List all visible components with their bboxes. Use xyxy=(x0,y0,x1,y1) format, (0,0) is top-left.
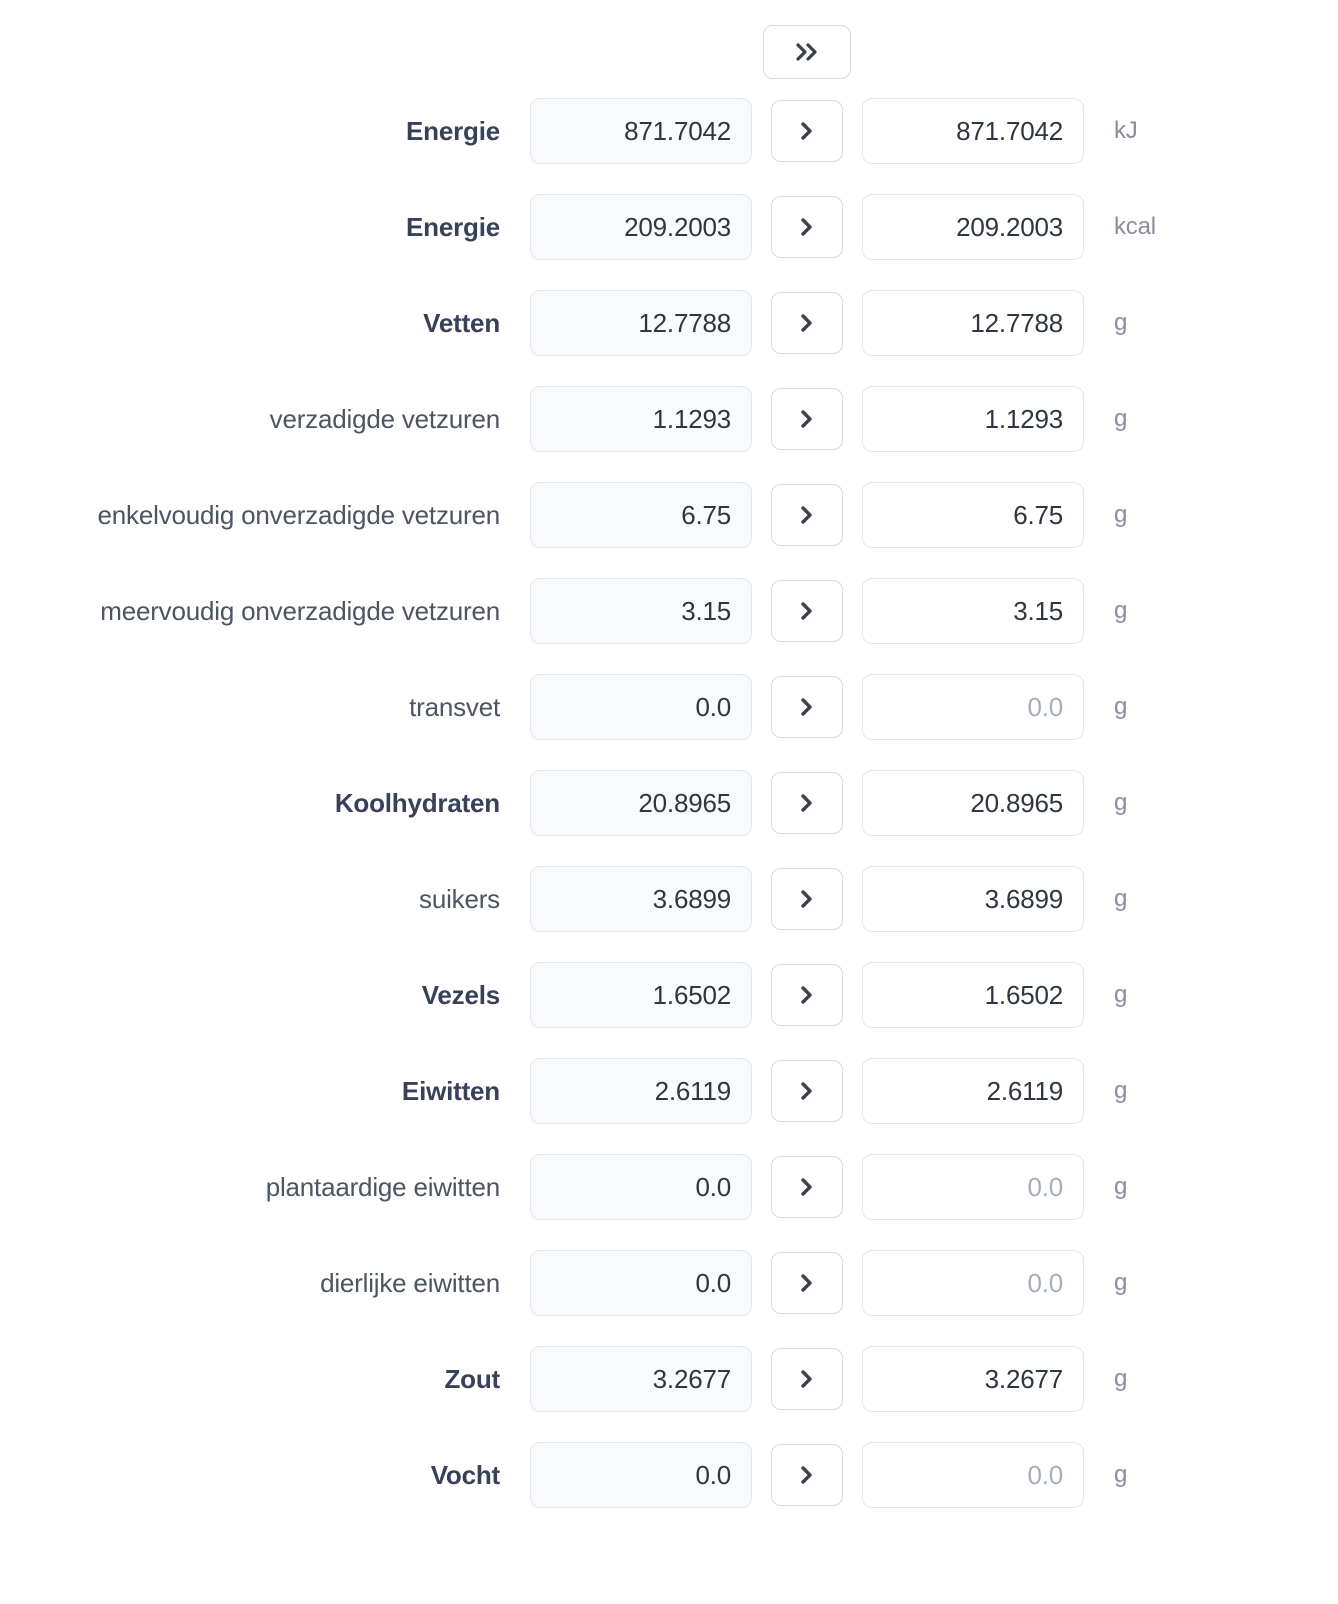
copy-row-value-button[interactable] xyxy=(771,964,843,1026)
copy-row-cell xyxy=(752,292,862,354)
nutrient-label: Energie xyxy=(406,211,500,242)
target-value-input[interactable]: 3.15 xyxy=(862,578,1084,644)
target-value-input[interactable]: 20.8965 xyxy=(862,770,1084,836)
chevron-right-icon xyxy=(796,1270,818,1296)
nutrient-row xyxy=(0,290,1338,356)
copy-row-value-button[interactable] xyxy=(771,580,843,642)
copy-row-value-button[interactable] xyxy=(771,1444,843,1506)
target-value-input[interactable]: 3.2677 xyxy=(862,1346,1084,1412)
nutrient-label: suikers xyxy=(419,883,500,914)
chevron-right-icon xyxy=(796,502,818,528)
chevron-right-icon xyxy=(796,1366,818,1392)
unit-label: g xyxy=(1114,885,1128,912)
copy-row-value-button[interactable] xyxy=(771,676,843,738)
chevron-right-icon xyxy=(796,982,818,1008)
copy-row-value-button[interactable] xyxy=(771,1252,843,1314)
unit-label: g xyxy=(1114,789,1128,816)
nutrient-row xyxy=(0,386,1338,452)
unit-label: g xyxy=(1114,981,1128,1008)
copy-row-cell xyxy=(752,580,862,642)
copy-row-cell xyxy=(752,484,862,546)
copy-row-cell xyxy=(752,196,862,258)
source-value-field[interactable]: 1.6502 xyxy=(530,962,752,1028)
copy-row-value-button[interactable] xyxy=(771,772,843,834)
nutrient-row xyxy=(0,962,1338,1028)
source-value-field[interactable]: 0.0 xyxy=(530,674,752,740)
source-value-field[interactable]: 2.6119 xyxy=(530,1058,752,1124)
target-value-input[interactable]: 3.6899 xyxy=(862,866,1084,932)
chevron-right-icon xyxy=(796,406,818,432)
nutrient-row xyxy=(0,1154,1338,1220)
source-value-field[interactable]: 0.0 xyxy=(530,1442,752,1508)
unit-label: g xyxy=(1114,1365,1128,1392)
unit-label: g xyxy=(1114,1173,1128,1200)
copy-row-cell xyxy=(752,868,862,930)
nutrient-row xyxy=(0,770,1338,836)
chevron-right-icon xyxy=(796,1462,818,1488)
unit-label: g xyxy=(1114,1461,1128,1488)
nutrient-row xyxy=(0,674,1338,740)
target-value-input[interactable]: 0.0 xyxy=(862,1250,1084,1316)
nutrient-label: meervoudig onverzadigde vetzuren xyxy=(100,595,500,626)
nutrient-label: transvet xyxy=(409,691,500,722)
nutrient-row xyxy=(0,98,1338,164)
nutrient-label: enkelvoudig onverzadigde vetzuren xyxy=(97,499,500,530)
copy-all-values-button[interactable] xyxy=(763,25,851,79)
nutrient-label: verzadigde vetzuren xyxy=(269,403,500,434)
unit-label: g xyxy=(1114,501,1128,528)
source-value-field[interactable]: 1.1293 xyxy=(530,386,752,452)
copy-row-cell xyxy=(752,100,862,162)
chevron-right-icon xyxy=(796,1078,818,1104)
nutrient-label: Zout xyxy=(444,1363,500,1394)
copy-row-cell xyxy=(752,1252,862,1314)
source-value-field[interactable]: 3.2677 xyxy=(530,1346,752,1412)
source-value-field[interactable]: 0.0 xyxy=(530,1250,752,1316)
nutrient-label: Vocht xyxy=(430,1459,500,1490)
copy-row-cell xyxy=(752,1060,862,1122)
nutrient-row xyxy=(0,1442,1338,1508)
unit-label: kcal xyxy=(1114,213,1156,240)
copy-all-cell xyxy=(752,25,862,79)
unit-label: g xyxy=(1114,693,1128,720)
source-value-field[interactable]: 871.7042 xyxy=(530,98,752,164)
copy-row-value-button[interactable] xyxy=(771,1060,843,1122)
source-value-field[interactable]: 209.2003 xyxy=(530,194,752,260)
nutrient-label: Energie xyxy=(406,115,500,146)
unit-label: g xyxy=(1114,405,1128,432)
source-value-field[interactable]: 6.75 xyxy=(530,482,752,548)
target-value-input[interactable]: 2.6119 xyxy=(862,1058,1084,1124)
nutrient-row xyxy=(0,194,1338,260)
target-value-input[interactable]: 209.2003 xyxy=(862,194,1084,260)
unit-label: g xyxy=(1114,597,1128,624)
nutrient-row xyxy=(0,482,1338,548)
source-value-field[interactable]: 3.6899 xyxy=(530,866,752,932)
unit-label: g xyxy=(1114,1269,1128,1296)
nutrient-row xyxy=(0,1346,1338,1412)
copy-row-cell xyxy=(752,964,862,1026)
copy-row-cell xyxy=(752,1348,862,1410)
copy-row-value-button[interactable] xyxy=(771,484,843,546)
chevron-right-icon xyxy=(796,790,818,816)
copy-row-value-button[interactable] xyxy=(771,196,843,258)
unit-label: g xyxy=(1114,309,1128,336)
target-value-input[interactable]: 0.0 xyxy=(862,674,1084,740)
chevron-right-icon xyxy=(796,118,818,144)
target-value-input[interactable]: 1.6502 xyxy=(862,962,1084,1028)
unit-label: g xyxy=(1114,1077,1128,1104)
copy-all-row xyxy=(0,24,1338,80)
chevron-right-icon xyxy=(796,1174,818,1200)
copy-row-value-button[interactable] xyxy=(771,100,843,162)
copy-row-value-button[interactable] xyxy=(771,388,843,450)
source-value-field[interactable]: 3.15 xyxy=(530,578,752,644)
target-value-input[interactable]: 1.1293 xyxy=(862,386,1084,452)
double-chevron-right-icon xyxy=(792,39,822,65)
source-value-field[interactable]: 20.8965 xyxy=(530,770,752,836)
copy-row-value-button[interactable] xyxy=(771,1348,843,1410)
nutrient-label: dierlijke eiwitten xyxy=(320,1267,500,1298)
nutrient-label: Vezels xyxy=(421,979,500,1010)
copy-row-value-button[interactable] xyxy=(771,868,843,930)
nutrient-label: Eiwitten xyxy=(401,1075,500,1106)
unit-label: kJ xyxy=(1114,117,1138,144)
source-value-field[interactable]: 0.0 xyxy=(530,1154,752,1220)
target-value-input[interactable]: 0.0 xyxy=(862,1442,1084,1508)
chevron-right-icon xyxy=(796,694,818,720)
nutrient-label: Vetten xyxy=(423,307,500,338)
copy-row-cell xyxy=(752,1156,862,1218)
nutrient-row xyxy=(0,1058,1338,1124)
chevron-right-icon xyxy=(796,886,818,912)
target-value-input[interactable]: 0.0 xyxy=(862,1154,1084,1220)
target-value-input[interactable]: 871.7042 xyxy=(862,98,1084,164)
copy-row-cell xyxy=(752,388,862,450)
target-value-input[interactable]: 6.75 xyxy=(862,482,1084,548)
copy-row-cell xyxy=(752,1444,862,1506)
target-value-input[interactable]: 12.7788 xyxy=(862,290,1084,356)
nutrient-label: plantaardige eiwitten xyxy=(265,1171,500,1202)
source-value-field[interactable]: 12.7788 xyxy=(530,290,752,356)
copy-row-cell xyxy=(752,772,862,834)
nutrient-row xyxy=(0,578,1338,644)
nutrient-label: Koolhydraten xyxy=(334,787,500,818)
chevron-right-icon xyxy=(796,310,818,336)
nutrient-row xyxy=(0,1250,1338,1316)
copy-row-cell xyxy=(752,676,862,738)
copy-row-value-button[interactable] xyxy=(771,292,843,354)
copy-row-value-button[interactable] xyxy=(771,1156,843,1218)
chevron-right-icon xyxy=(796,214,818,240)
chevron-right-icon xyxy=(796,598,818,624)
nutrient-rows xyxy=(0,98,1338,1508)
nutrient-row xyxy=(0,866,1338,932)
